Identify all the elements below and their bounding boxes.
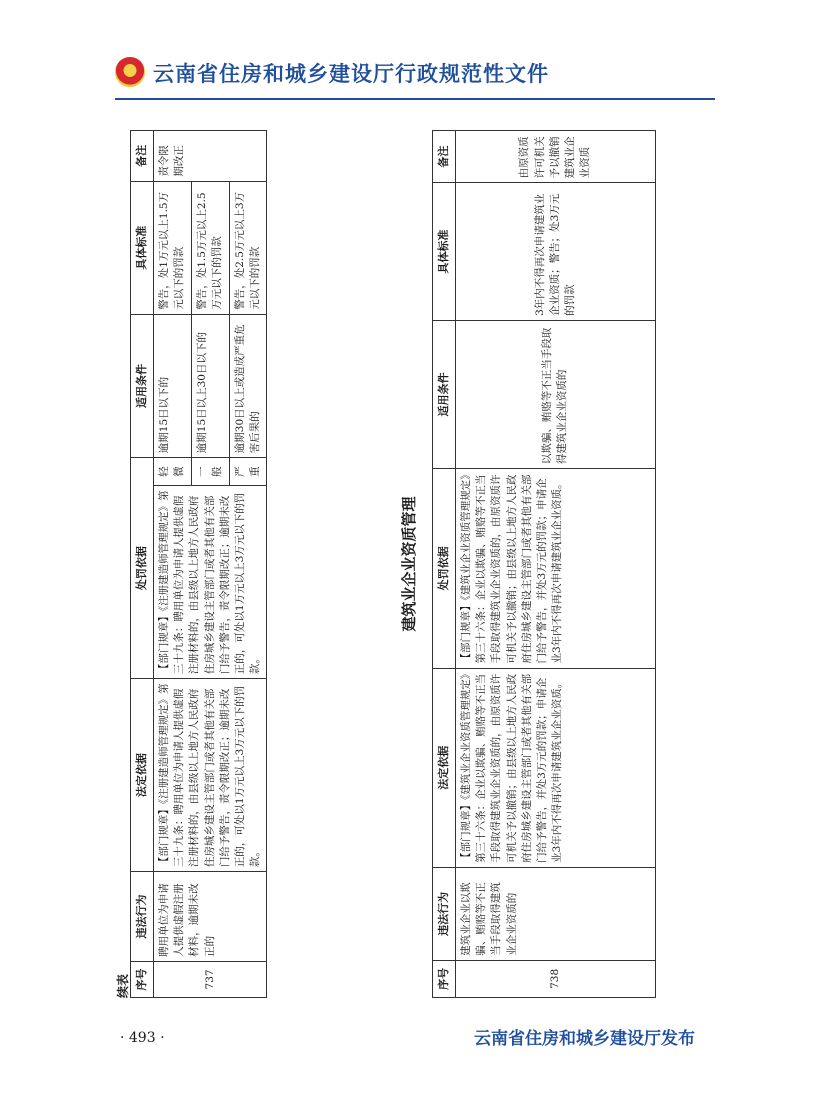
level-condition: 逾期15日以上30日以下的 [191, 314, 229, 457]
table-header-row [131, 131, 154, 998]
col-penalty: 处罚依据 [131, 458, 154, 679]
col-no: 序号 [433, 960, 456, 997]
col-condition: 适用条件 [433, 320, 456, 468]
header-rule [115, 98, 715, 100]
row-note: 责令限期改正 [153, 131, 267, 182]
level-standard: 警告，处1万元以上1.5万元以下的罚款 [153, 181, 191, 314]
row-act: 聘用单位为申请人提供虚假注册材料，逾期未改正的 [153, 872, 267, 962]
col-law: 法定依据 [131, 679, 154, 872]
table-row [153, 131, 191, 998]
col-note: 备注 [433, 131, 456, 183]
level-condition: 逾期15日以下的 [153, 314, 191, 457]
col-law: 法定依据 [433, 668, 456, 867]
header-title: 云南省住房和城乡建设厅行政规范性文件 [153, 62, 549, 86]
row-note: 由原资质许可机关予以撤销建筑业企业资质 [455, 131, 655, 183]
col-condition: 适用条件 [131, 314, 154, 457]
row-act: 建筑业企业以欺骗、贿赂等不正当手段取得建筑业企业资质的 [455, 867, 655, 960]
row-law: 【部门规章】《注册建造师管理规定》第三十九条：聘用单位为申请人提供虚假注册材料的，由县级以上地方人民政府住房城乡建设主管部门或者其他有关部门给予警告，责令限期改正；逾期未改正的，可处以1万元以上3万元以下的罚款。 [153, 679, 267, 872]
penalty-table-continued [130, 130, 267, 998]
row-penalty: 【部门规章】《建筑业企业资质管理规定》第三十六条：企业以欺骗、贿赂等不正当手段取得建筑业企业资质的，由原资质许可机关予以撤销；由县级以上地方人民政府住房城乡建设主管部门或者其他有关部门给予警告，并处3万元的罚款；申请企业3年内不得再次申请建筑业企业资质。 [455, 469, 655, 668]
section-title: 建筑业企业资质管理 [400, 496, 418, 632]
level-condition: 逾期30日以上或造成严重危害后果的 [229, 314, 267, 457]
col-act: 违法行为 [131, 872, 154, 962]
row-condition: 以欺骗、贿赂等不正当手段取得建筑业企业资质的 [455, 320, 655, 468]
footer-publisher: 云南省住房和城乡建设厅发布 [474, 1029, 695, 1049]
table-row [455, 131, 655, 998]
national-emblem-icon [115, 57, 145, 87]
row-penalty: 【部门规章】《注册建造师管理规定》第三十九条：聘用单位为申请人提供虚假注册材料的，由县级以上地方人民政府住房城乡建设主管部门或者其他有关部门给予警告，责令限期改正；逾期未改正的，可处以1万元以上3万元以下的罚款。 [153, 486, 267, 679]
col-standard: 具体标准 [433, 183, 456, 321]
level-label: 一般 [191, 458, 229, 486]
document-header [115, 55, 715, 95]
col-standard: 具体标准 [131, 181, 154, 314]
col-no: 序号 [131, 961, 154, 997]
table-header-row [433, 131, 456, 998]
penalty-table-738 [432, 130, 656, 998]
page-number: · 493 · [120, 1030, 165, 1046]
col-penalty: 处罚依据 [433, 469, 456, 668]
row-standard: 3年内不得再次申请建筑业企业资质；警告；处3万元的罚款 [455, 183, 655, 321]
row-no: 738 [455, 960, 655, 997]
rotated-content [112, 128, 712, 1008]
level-standard: 警告，处2.5万元以上3万元以下的罚款 [229, 181, 267, 314]
level-label: 严重 [229, 458, 267, 486]
col-act: 违法行为 [433, 867, 456, 960]
row-law: 【部门规章】《建筑业企业资质管理规定》第三十六条：企业以欺骗、贿赂等不正当手段取得建筑业企业资质的，由原资质许可机关予以撤销；由县级以上地方人民政府住房城乡建设主管部门或者其他有关部门给予警告，并处3万元的罚款；申请企业3年内不得再次申请建筑业企业资质。 [455, 668, 655, 867]
continued-caption: 续表 [116, 973, 130, 998]
row-no: 737 [153, 961, 267, 997]
level-label: 轻微 [153, 458, 191, 486]
level-standard: 警告，处1.5万元以上2.5万元以下的罚款 [191, 181, 229, 314]
col-note: 备注 [131, 131, 154, 182]
